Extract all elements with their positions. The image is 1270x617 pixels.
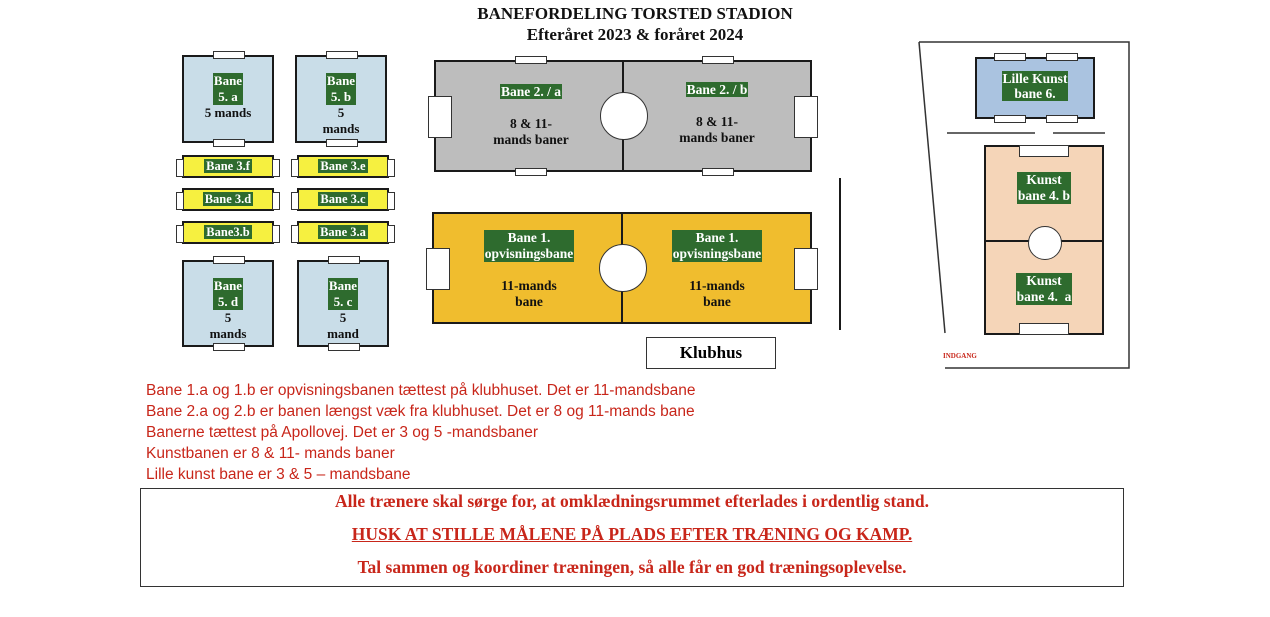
center-circle bbox=[600, 92, 648, 140]
goal-bottom-right bbox=[1046, 115, 1078, 123]
pitch-5c bbox=[297, 260, 389, 347]
pitch-5c-desc: 5 mand bbox=[327, 310, 359, 341]
pitch-3a-label: Bane 3.a bbox=[320, 225, 366, 239]
goal-bottom bbox=[1019, 323, 1069, 335]
goal-bottom-right bbox=[702, 168, 734, 176]
bane-2b bbox=[642, 82, 792, 146]
pitch-5a-label: Bane 5. a bbox=[213, 73, 243, 104]
bane-1a bbox=[454, 230, 604, 310]
goal-right bbox=[272, 192, 280, 210]
goal-right bbox=[272, 225, 280, 243]
kunst-4b bbox=[986, 172, 1102, 204]
bane-2b-label: Bane 2. / b bbox=[686, 82, 748, 97]
diagram-title: BANEFORDELING TORSTED STADION bbox=[477, 4, 793, 23]
goal-left bbox=[428, 96, 452, 138]
goal-right bbox=[387, 192, 395, 210]
center-circle bbox=[1028, 226, 1062, 260]
bane-1b bbox=[642, 230, 792, 310]
notice-box bbox=[140, 488, 1124, 587]
pitch-3f-label: Bane 3.f bbox=[206, 159, 250, 173]
pitch-5d-label: Bane 5. d bbox=[213, 278, 243, 309]
pitch-5b-label: Bane 5. b bbox=[326, 73, 356, 104]
goal-bottom bbox=[328, 343, 360, 351]
pitch-3c bbox=[297, 188, 389, 211]
goal-top-right bbox=[702, 56, 734, 64]
goal-bottom-left bbox=[515, 168, 547, 176]
pitch-5c-label: Bane 5. c bbox=[328, 278, 358, 309]
goal-top bbox=[213, 51, 245, 59]
goal-left bbox=[176, 192, 184, 210]
note-5: Lille kunst bane er 3 & 5 – mandsbane bbox=[146, 466, 411, 483]
goal-bottom bbox=[213, 139, 245, 147]
pitch-3b bbox=[182, 221, 274, 244]
goal-right bbox=[387, 159, 395, 177]
notice-line-3: Tal sammen og koordiner træningen, så alle får en god træningsoplevelse. bbox=[357, 557, 907, 577]
notice-line-2: HUSK AT STILLE MÅLENE PÅ PLADS EFTER TRÆNING OG KAMP. bbox=[351, 524, 913, 544]
goal-top-left bbox=[515, 56, 547, 64]
pitch-5a-desc: 5 mands bbox=[204, 105, 252, 120]
goal-right bbox=[794, 248, 818, 290]
pitch-3d-label: Bane 3.d bbox=[204, 192, 252, 206]
goal-left bbox=[176, 159, 184, 177]
goal-top-left bbox=[994, 53, 1026, 61]
bane-1b-label: Bane 1. opvisningsbane bbox=[672, 230, 762, 261]
pitch-bane-2 bbox=[434, 60, 812, 172]
goal-top bbox=[1019, 145, 1069, 157]
goal-right bbox=[794, 96, 818, 138]
pitch-kunst-4 bbox=[984, 145, 1104, 335]
goal-left bbox=[176, 225, 184, 243]
pitch-5d-desc: 5 mands bbox=[209, 310, 247, 341]
bane-1a-desc: 11-mands bane bbox=[501, 278, 557, 309]
goal-top-right bbox=[1046, 53, 1078, 61]
indgang-label: INDGANG bbox=[943, 352, 977, 360]
note-2: Bane 2.a og 2.b er banen længst væk fra klubhuset. Det er 8 og 11-mands bane bbox=[146, 403, 695, 420]
pitch-3e bbox=[297, 155, 389, 178]
notice-line-1: Alle trænere skal sørge for, at omklædningsrummet efterlades i ordentlig stand. bbox=[335, 491, 929, 511]
kunst-4a bbox=[986, 273, 1102, 305]
goal-top bbox=[213, 256, 245, 264]
pitch-3c-label: Bane 3.c bbox=[320, 192, 366, 206]
bane-1b-desc: 11-mands bane bbox=[689, 278, 745, 309]
pitch-3f bbox=[182, 155, 274, 178]
goal-top bbox=[328, 256, 360, 264]
goal-bottom-left bbox=[994, 115, 1026, 123]
bane-2b-desc: 8 & 11- mands baner bbox=[679, 114, 755, 145]
kunst-4a-label: Kunst bane 4. a bbox=[1016, 273, 1072, 304]
goal-right bbox=[272, 159, 280, 177]
lille-kunst-label: Lille Kunst bane 6. bbox=[1002, 71, 1068, 101]
goal-right bbox=[387, 225, 395, 243]
goal-top bbox=[326, 51, 358, 59]
pitch-bane-1 bbox=[432, 212, 812, 324]
pitch-3a bbox=[297, 221, 389, 244]
diagram-subtitle: Efteråret 2023 & foråret 2024 bbox=[526, 25, 744, 44]
note-4: Kunstbanen er 8 & 11- mands baner bbox=[146, 445, 395, 462]
pitch-5d bbox=[182, 260, 274, 347]
note-1: Bane 1.a og 1.b er opvisningsbanen tættest på klubhuset. Det er 11-mandsbane bbox=[146, 382, 696, 399]
goal-left bbox=[426, 248, 450, 290]
klubhus: Klubhus bbox=[646, 337, 776, 369]
pitch-5b bbox=[295, 55, 387, 143]
goal-bottom bbox=[213, 343, 245, 351]
goal-bottom bbox=[326, 139, 358, 147]
goal-left bbox=[291, 159, 299, 177]
note-3: Banerne tættest på Apollovej. Det er 3 og 5 -mandsbaner bbox=[146, 424, 539, 441]
boundary-line bbox=[839, 178, 841, 330]
pitch-3e-label: Bane 3.e bbox=[320, 159, 366, 173]
bane-2a-label: Bane 2. / a bbox=[500, 84, 561, 99]
bane-2a bbox=[456, 84, 606, 148]
pitch-5a bbox=[182, 55, 274, 143]
goal-left bbox=[291, 225, 299, 243]
pitch-5b-desc: 5 mands bbox=[322, 105, 360, 136]
pitch-3d bbox=[182, 188, 274, 211]
kunst-4b-label: Kunst bane 4. b bbox=[1017, 172, 1071, 203]
bane-1a-label: Bane 1. opvisningsbane bbox=[484, 230, 574, 261]
bane-2a-desc: 8 & 11- mands baner bbox=[493, 116, 569, 147]
pitch-lille-kunst bbox=[975, 57, 1095, 119]
goal-left bbox=[291, 192, 299, 210]
center-circle bbox=[599, 244, 647, 292]
pitch-3b-label: Bane3.b bbox=[206, 225, 250, 239]
